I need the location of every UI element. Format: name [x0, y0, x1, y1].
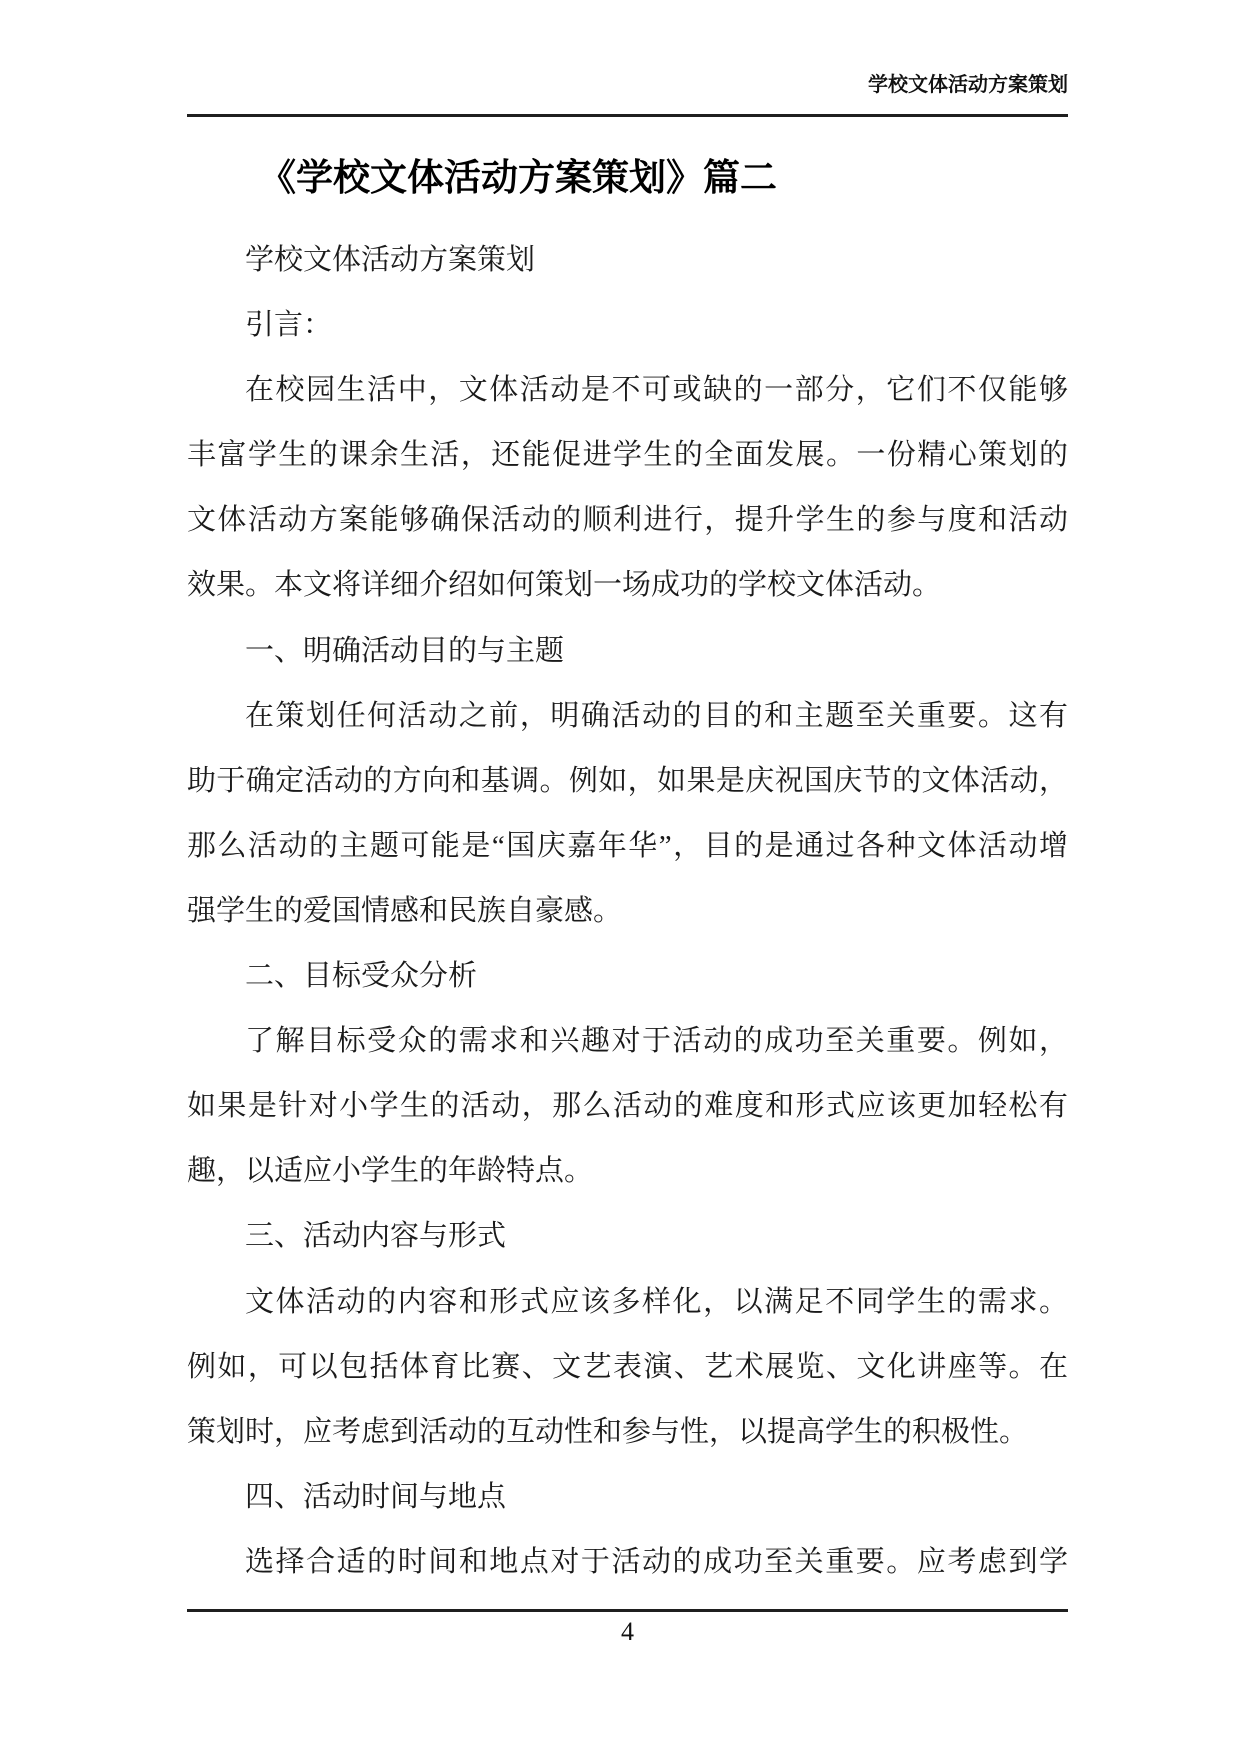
body-line: 三、活动内容与形式: [245, 1220, 507, 1253]
header-running-title: 学校文体活动方案策划: [868, 74, 1068, 96]
header-rule: [187, 114, 1068, 117]
body-line: 了解目标受众的需求和兴趣对于活动的成功至关重要。例如，: [245, 1025, 1068, 1058]
body-line: 丰富学生的课余生活，还能促进学生的全面发展。一份精心策划的: [187, 439, 1068, 472]
body-line: 文体活动的内容和形式应该多样化，以满足不同学生的需求。: [245, 1285, 1068, 1318]
body-line: 选择合适的时间和地点对于活动的成功至关重要。应考虑到学: [245, 1545, 1068, 1578]
body-line: 在策划任何活动之前，明确活动的目的和主题至关重要。这有: [245, 699, 1068, 732]
body-line: 策划时，应考虑到活动的互动性和参与性，以提高学生的积极性。: [187, 1415, 1029, 1448]
body-line: 一、明确活动目的与主题: [245, 634, 565, 667]
body-line: 效果。本文将详细介绍如何策划一场成功的学校文体活动。: [187, 569, 942, 602]
body-line: 在校园生活中，文体活动是不可或缺的一部分，它们不仅能够: [245, 374, 1068, 407]
page-number: 4: [621, 1617, 634, 1646]
document-title: 《学校文体活动方案策划》篇二: [259, 157, 777, 198]
body-line: 趣，以适应小学生的年龄特点。: [187, 1155, 594, 1188]
body-line: 引言：: [245, 309, 333, 342]
body-line: 那么活动的主题可能是“国庆嘉年华”，目的是通过各种文体活动增: [187, 829, 1068, 862]
body-line: 如果是针对小学生的活动，那么活动的难度和形式应该更加轻松有: [187, 1090, 1068, 1123]
body-line: 例如，可以包括体育比赛、文艺表演、艺术展览、文化讲座等。在: [187, 1350, 1068, 1383]
body-line: 二、目标受众分析: [245, 960, 478, 993]
document-body: [187, 228, 1068, 1595]
body-line: 助于确定活动的方向和基调。例如，如果是庆祝国庆节的文体活动，: [187, 764, 1068, 797]
footer-rule: [187, 1609, 1068, 1612]
body-line: 学校文体活动方案策划: [245, 244, 536, 276]
body-line: 强学生的爱国情感和民族自豪感。: [187, 894, 623, 927]
body-line: 文体活动方案能够确保活动的顺利进行，提升学生的参与度和活动: [187, 504, 1068, 537]
body-line: 四、活动时间与地点: [245, 1480, 507, 1513]
